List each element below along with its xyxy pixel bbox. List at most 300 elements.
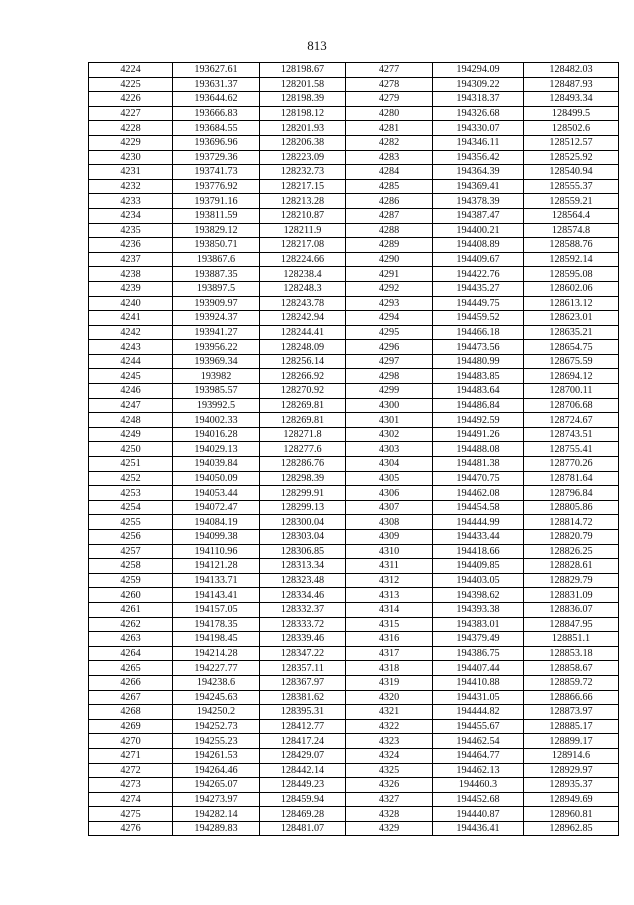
y-coordinate-cell: 128962.85	[524, 821, 619, 836]
y-coordinate-cell: 128198.67	[260, 63, 346, 78]
table-row	[89, 194, 619, 209]
x-coordinate-cell: 193850.71	[173, 238, 260, 253]
x-coordinate-cell: 194481.38	[433, 457, 524, 472]
point-number-cell: 4249	[89, 427, 173, 442]
x-coordinate-cell: 193829.12	[173, 223, 260, 238]
point-number-cell: 4250	[89, 442, 173, 457]
y-coordinate-cell: 128286.76	[260, 457, 346, 472]
x-coordinate-cell: 194418.66	[433, 544, 524, 559]
x-coordinate-cell: 194016.28	[173, 427, 260, 442]
y-coordinate-cell: 128700.11	[524, 384, 619, 399]
point-number-cell: 4231	[89, 165, 173, 180]
y-coordinate-cell: 128828.61	[524, 559, 619, 574]
y-coordinate-cell: 128949.69	[524, 792, 619, 807]
y-coordinate-cell: 128805.86	[524, 500, 619, 515]
point-number-cell: 4263	[89, 632, 173, 647]
point-number-cell: 4328	[346, 807, 433, 822]
point-number-cell: 4251	[89, 457, 173, 472]
point-number-cell: 4292	[346, 281, 433, 296]
point-number-cell: 4270	[89, 734, 173, 749]
table-row	[89, 340, 619, 355]
point-number-cell: 4258	[89, 559, 173, 574]
y-coordinate-cell: 128724.67	[524, 413, 619, 428]
point-number-cell: 4321	[346, 705, 433, 720]
x-coordinate-cell: 194039.84	[173, 457, 260, 472]
point-number-cell: 4280	[346, 106, 433, 121]
x-coordinate-cell: 193684.55	[173, 121, 260, 136]
table-row	[89, 617, 619, 632]
point-number-cell: 4296	[346, 340, 433, 355]
x-coordinate-cell: 194455.67	[433, 719, 524, 734]
y-coordinate-cell: 128885.17	[524, 719, 619, 734]
x-coordinate-cell: 194435.27	[433, 281, 524, 296]
x-coordinate-cell: 193627.61	[173, 63, 260, 78]
x-coordinate-cell: 194378.39	[433, 194, 524, 209]
y-coordinate-cell: 128559.21	[524, 194, 619, 209]
y-coordinate-cell: 128357.11	[260, 661, 346, 676]
y-coordinate-cell: 128499.5	[524, 106, 619, 121]
x-coordinate-cell: 194369.41	[433, 179, 524, 194]
y-coordinate-cell: 128206.38	[260, 135, 346, 150]
y-coordinate-cell: 128914.6	[524, 748, 619, 763]
x-coordinate-cell: 194346.11	[433, 135, 524, 150]
x-coordinate-cell: 194379.49	[433, 632, 524, 647]
x-coordinate-cell: 193909.97	[173, 296, 260, 311]
y-coordinate-cell: 128299.13	[260, 500, 346, 515]
table-row	[89, 792, 619, 807]
x-coordinate-cell: 193644.62	[173, 92, 260, 107]
y-coordinate-cell: 128635.21	[524, 325, 619, 340]
table-row	[89, 544, 619, 559]
table-row	[89, 690, 619, 705]
x-coordinate-cell: 194492.59	[433, 413, 524, 428]
y-coordinate-cell: 128831.09	[524, 588, 619, 603]
point-number-cell: 4311	[346, 559, 433, 574]
y-coordinate-cell: 128269.81	[260, 413, 346, 428]
table-row	[89, 675, 619, 690]
x-coordinate-cell: 194480.99	[433, 354, 524, 369]
point-number-cell: 4327	[346, 792, 433, 807]
y-coordinate-cell: 128417.24	[260, 734, 346, 749]
x-coordinate-cell: 194483.85	[433, 369, 524, 384]
table-row	[89, 398, 619, 413]
y-coordinate-cell: 128487.93	[524, 77, 619, 92]
y-coordinate-cell: 128201.58	[260, 77, 346, 92]
x-coordinate-cell: 194364.39	[433, 165, 524, 180]
table-row	[89, 646, 619, 661]
x-coordinate-cell: 194356.42	[433, 150, 524, 165]
y-coordinate-cell: 128256.14	[260, 354, 346, 369]
point-number-cell: 4302	[346, 427, 433, 442]
x-coordinate-cell: 194464.77	[433, 748, 524, 763]
y-coordinate-cell: 128210.87	[260, 208, 346, 223]
point-number-cell: 4256	[89, 530, 173, 545]
point-number-cell: 4281	[346, 121, 433, 136]
x-coordinate-cell: 194238.6	[173, 675, 260, 690]
table-row	[89, 369, 619, 384]
point-number-cell: 4229	[89, 135, 173, 150]
y-coordinate-cell: 128412.77	[260, 719, 346, 734]
point-number-cell: 4262	[89, 617, 173, 632]
y-coordinate-cell: 128525.92	[524, 150, 619, 165]
y-coordinate-cell: 128242.94	[260, 311, 346, 326]
y-coordinate-cell: 128306.85	[260, 544, 346, 559]
x-coordinate-cell: 194486.84	[433, 398, 524, 413]
y-coordinate-cell: 128595.08	[524, 267, 619, 282]
x-coordinate-cell: 194483.64	[433, 384, 524, 399]
x-coordinate-cell: 193924.37	[173, 311, 260, 326]
y-coordinate-cell: 128213.28	[260, 194, 346, 209]
x-coordinate-cell: 194133.71	[173, 573, 260, 588]
x-coordinate-cell: 194050.09	[173, 471, 260, 486]
y-coordinate-cell: 128588.76	[524, 238, 619, 253]
table-row	[89, 121, 619, 136]
y-coordinate-cell: 128694.12	[524, 369, 619, 384]
x-coordinate-cell: 194255.23	[173, 734, 260, 749]
point-number-cell: 4312	[346, 573, 433, 588]
point-number-cell: 4307	[346, 500, 433, 515]
point-number-cell: 4267	[89, 690, 173, 705]
table-row	[89, 602, 619, 617]
y-coordinate-cell: 128217.15	[260, 179, 346, 194]
x-coordinate-cell: 194214.28	[173, 646, 260, 661]
table-row	[89, 442, 619, 457]
x-coordinate-cell: 193887.35	[173, 267, 260, 282]
point-number-cell: 4298	[346, 369, 433, 384]
x-coordinate-cell: 194466.18	[433, 325, 524, 340]
x-coordinate-cell: 194072.47	[173, 500, 260, 515]
point-number-cell: 4242	[89, 325, 173, 340]
x-coordinate-cell: 194157.05	[173, 602, 260, 617]
x-coordinate-cell: 194318.37	[433, 92, 524, 107]
x-coordinate-cell: 194386.75	[433, 646, 524, 661]
x-coordinate-cell: 194433.44	[433, 530, 524, 545]
point-number-cell: 4323	[346, 734, 433, 749]
y-coordinate-cell: 128814.72	[524, 515, 619, 530]
x-coordinate-cell: 194454.58	[433, 500, 524, 515]
x-coordinate-cell: 194250.2	[173, 705, 260, 720]
table-row	[89, 515, 619, 530]
x-coordinate-cell: 193956.22	[173, 340, 260, 355]
y-coordinate-cell: 128592.14	[524, 252, 619, 267]
table-row	[89, 150, 619, 165]
table-row	[89, 588, 619, 603]
point-number-cell: 4235	[89, 223, 173, 238]
x-coordinate-cell: 193776.92	[173, 179, 260, 194]
y-coordinate-cell: 128574.8	[524, 223, 619, 238]
point-number-cell: 4244	[89, 354, 173, 369]
point-number-cell: 4254	[89, 500, 173, 515]
point-number-cell: 4252	[89, 471, 173, 486]
table-row	[89, 92, 619, 107]
point-number-cell: 4230	[89, 150, 173, 165]
y-coordinate-cell: 128654.75	[524, 340, 619, 355]
y-coordinate-cell: 128298.39	[260, 471, 346, 486]
table-row	[89, 748, 619, 763]
y-coordinate-cell: 128313.34	[260, 559, 346, 574]
x-coordinate-cell: 194227.77	[173, 661, 260, 676]
y-coordinate-cell: 128442.14	[260, 763, 346, 778]
point-number-cell: 4272	[89, 763, 173, 778]
point-number-cell: 4228	[89, 121, 173, 136]
y-coordinate-cell: 128248.3	[260, 281, 346, 296]
table-row	[89, 778, 619, 793]
x-coordinate-cell: 194459.52	[433, 311, 524, 326]
x-coordinate-cell: 194330.07	[433, 121, 524, 136]
x-coordinate-cell: 194289.83	[173, 821, 260, 836]
point-number-cell: 4324	[346, 748, 433, 763]
y-coordinate-cell: 128829.79	[524, 573, 619, 588]
point-number-cell: 4305	[346, 471, 433, 486]
table-row	[89, 632, 619, 647]
y-coordinate-cell: 128859.72	[524, 675, 619, 690]
point-number-cell: 4301	[346, 413, 433, 428]
point-number-cell: 4264	[89, 646, 173, 661]
point-number-cell: 4278	[346, 77, 433, 92]
point-number-cell: 4240	[89, 296, 173, 311]
y-coordinate-cell: 128743.51	[524, 427, 619, 442]
point-number-cell: 4260	[89, 588, 173, 603]
point-number-cell: 4291	[346, 267, 433, 282]
x-coordinate-cell: 194470.75	[433, 471, 524, 486]
point-number-cell: 4261	[89, 602, 173, 617]
y-coordinate-cell: 128706.68	[524, 398, 619, 413]
x-coordinate-cell: 193985.57	[173, 384, 260, 399]
y-coordinate-cell: 128512.57	[524, 135, 619, 150]
y-coordinate-cell: 128244.41	[260, 325, 346, 340]
table-row	[89, 471, 619, 486]
x-coordinate-cell: 194422.76	[433, 267, 524, 282]
point-number-cell: 4320	[346, 690, 433, 705]
x-coordinate-cell: 194449.75	[433, 296, 524, 311]
x-coordinate-cell: 194462.54	[433, 734, 524, 749]
y-coordinate-cell: 128243.78	[260, 296, 346, 311]
x-coordinate-cell: 194407.44	[433, 661, 524, 676]
x-coordinate-cell: 194264.46	[173, 763, 260, 778]
y-coordinate-cell: 128271.8	[260, 427, 346, 442]
x-coordinate-cell: 194252.73	[173, 719, 260, 734]
x-coordinate-cell: 194398.62	[433, 588, 524, 603]
table-row	[89, 530, 619, 545]
table-row	[89, 325, 619, 340]
x-coordinate-cell: 194294.09	[433, 63, 524, 78]
point-number-cell: 4243	[89, 340, 173, 355]
point-number-cell: 4224	[89, 63, 173, 78]
table-row	[89, 705, 619, 720]
point-number-cell: 4279	[346, 92, 433, 107]
y-coordinate-cell: 128564.4	[524, 208, 619, 223]
y-coordinate-cell: 128300.04	[260, 515, 346, 530]
x-coordinate-cell: 194436.41	[433, 821, 524, 836]
x-coordinate-cell: 193696.96	[173, 135, 260, 150]
y-coordinate-cell: 128277.6	[260, 442, 346, 457]
page-number: 813	[307, 38, 327, 53]
y-coordinate-cell: 128820.79	[524, 530, 619, 545]
point-number-cell: 4303	[346, 442, 433, 457]
y-coordinate-cell: 128381.62	[260, 690, 346, 705]
point-number-cell: 4236	[89, 238, 173, 253]
y-coordinate-cell: 128232.73	[260, 165, 346, 180]
table-row	[89, 135, 619, 150]
table-row	[89, 573, 619, 588]
y-coordinate-cell: 128270.92	[260, 384, 346, 399]
table-row	[89, 427, 619, 442]
y-coordinate-cell: 128333.72	[260, 617, 346, 632]
point-number-cell: 4295	[346, 325, 433, 340]
table-row	[89, 252, 619, 267]
point-number-cell: 4268	[89, 705, 173, 720]
table-row	[89, 267, 619, 282]
point-number-cell: 4234	[89, 208, 173, 223]
point-number-cell: 4318	[346, 661, 433, 676]
y-coordinate-cell: 128836.07	[524, 602, 619, 617]
y-coordinate-cell: 128482.03	[524, 63, 619, 78]
y-coordinate-cell: 128493.34	[524, 92, 619, 107]
x-coordinate-cell: 194261.53	[173, 748, 260, 763]
x-coordinate-cell: 194002.33	[173, 413, 260, 428]
point-number-cell: 4265	[89, 661, 173, 676]
point-number-cell: 4325	[346, 763, 433, 778]
y-coordinate-cell: 128781.64	[524, 471, 619, 486]
point-number-cell: 4316	[346, 632, 433, 647]
table-row	[89, 734, 619, 749]
point-number-cell: 4329	[346, 821, 433, 836]
y-coordinate-cell: 128269.81	[260, 398, 346, 413]
y-coordinate-cell: 128858.67	[524, 661, 619, 676]
y-coordinate-cell: 128796.84	[524, 486, 619, 501]
y-coordinate-cell: 128198.12	[260, 106, 346, 121]
x-coordinate-cell: 193992.5	[173, 398, 260, 413]
point-number-cell: 4247	[89, 398, 173, 413]
table-row	[89, 384, 619, 399]
point-number-cell: 4283	[346, 150, 433, 165]
table-row	[89, 106, 619, 121]
y-coordinate-cell: 128873.97	[524, 705, 619, 720]
y-coordinate-cell: 128395.31	[260, 705, 346, 720]
table-row	[89, 457, 619, 472]
x-coordinate-cell: 194309.22	[433, 77, 524, 92]
point-number-cell: 4227	[89, 106, 173, 121]
x-coordinate-cell: 194403.05	[433, 573, 524, 588]
point-number-cell: 4274	[89, 792, 173, 807]
y-coordinate-cell: 128299.91	[260, 486, 346, 501]
x-coordinate-cell: 194053.44	[173, 486, 260, 501]
y-coordinate-cell: 128347.22	[260, 646, 346, 661]
y-coordinate-cell: 128602.06	[524, 281, 619, 296]
point-number-cell: 4299	[346, 384, 433, 399]
x-coordinate-cell: 193631.37	[173, 77, 260, 92]
point-number-cell: 4322	[346, 719, 433, 734]
y-coordinate-cell: 128755.41	[524, 442, 619, 457]
point-number-cell: 4253	[89, 486, 173, 501]
point-number-cell: 4285	[346, 179, 433, 194]
point-number-cell: 4266	[89, 675, 173, 690]
x-coordinate-cell: 193811.59	[173, 208, 260, 223]
point-number-cell: 4239	[89, 281, 173, 296]
x-coordinate-cell: 194393.38	[433, 602, 524, 617]
x-coordinate-cell: 194282.14	[173, 807, 260, 822]
x-coordinate-cell: 194273.97	[173, 792, 260, 807]
coordinates-table-body	[89, 63, 619, 836]
table-row	[89, 661, 619, 676]
point-number-cell: 4273	[89, 778, 173, 793]
point-number-cell: 4237	[89, 252, 173, 267]
table-row	[89, 223, 619, 238]
x-coordinate-cell: 194099.38	[173, 530, 260, 545]
y-coordinate-cell: 128929.97	[524, 763, 619, 778]
x-coordinate-cell: 194245.63	[173, 690, 260, 705]
table-row	[89, 486, 619, 501]
point-number-cell: 4315	[346, 617, 433, 632]
x-coordinate-cell: 194409.85	[433, 559, 524, 574]
x-coordinate-cell: 194029.13	[173, 442, 260, 457]
x-coordinate-cell: 194452.68	[433, 792, 524, 807]
point-number-cell: 4290	[346, 252, 433, 267]
x-coordinate-cell: 194444.82	[433, 705, 524, 720]
point-number-cell: 4313	[346, 588, 433, 603]
point-number-cell: 4241	[89, 311, 173, 326]
y-coordinate-cell: 128266.92	[260, 369, 346, 384]
x-coordinate-cell: 194473.56	[433, 340, 524, 355]
x-coordinate-cell: 193741.73	[173, 165, 260, 180]
point-number-cell: 4288	[346, 223, 433, 238]
y-coordinate-cell: 128623.01	[524, 311, 619, 326]
x-coordinate-cell: 193791.16	[173, 194, 260, 209]
x-coordinate-cell: 194326.68	[433, 106, 524, 121]
x-coordinate-cell: 193867.6	[173, 252, 260, 267]
point-number-cell: 4282	[346, 135, 433, 150]
table-row	[89, 165, 619, 180]
point-number-cell: 4248	[89, 413, 173, 428]
table-row	[89, 77, 619, 92]
point-number-cell: 4287	[346, 208, 433, 223]
point-number-cell: 4225	[89, 77, 173, 92]
point-number-cell: 4269	[89, 719, 173, 734]
point-number-cell: 4317	[346, 646, 433, 661]
y-coordinate-cell: 128223.09	[260, 150, 346, 165]
y-coordinate-cell: 128211.9	[260, 223, 346, 238]
point-number-cell: 4294	[346, 311, 433, 326]
point-number-cell: 4300	[346, 398, 433, 413]
table-row	[89, 311, 619, 326]
table-row	[89, 63, 619, 78]
y-coordinate-cell: 128334.46	[260, 588, 346, 603]
table-row	[89, 559, 619, 574]
y-coordinate-cell: 128367.97	[260, 675, 346, 690]
point-number-cell: 4255	[89, 515, 173, 530]
table-row	[89, 179, 619, 194]
y-coordinate-cell: 128853.18	[524, 646, 619, 661]
point-number-cell: 4277	[346, 63, 433, 78]
y-coordinate-cell: 128248.09	[260, 340, 346, 355]
x-coordinate-cell: 194491.26	[433, 427, 524, 442]
point-number-cell: 4226	[89, 92, 173, 107]
x-coordinate-cell: 193982	[173, 369, 260, 384]
y-coordinate-cell: 128847.95	[524, 617, 619, 632]
x-coordinate-cell: 194143.41	[173, 588, 260, 603]
y-coordinate-cell: 128217.08	[260, 238, 346, 253]
x-coordinate-cell: 194409.67	[433, 252, 524, 267]
y-coordinate-cell: 128555.37	[524, 179, 619, 194]
table-row	[89, 719, 619, 734]
y-coordinate-cell: 128960.81	[524, 807, 619, 822]
x-coordinate-cell: 193729.36	[173, 150, 260, 165]
y-coordinate-cell: 128339.46	[260, 632, 346, 647]
x-coordinate-cell: 194084.19	[173, 515, 260, 530]
y-coordinate-cell: 128866.66	[524, 690, 619, 705]
point-number-cell: 4271	[89, 748, 173, 763]
table-row	[89, 296, 619, 311]
